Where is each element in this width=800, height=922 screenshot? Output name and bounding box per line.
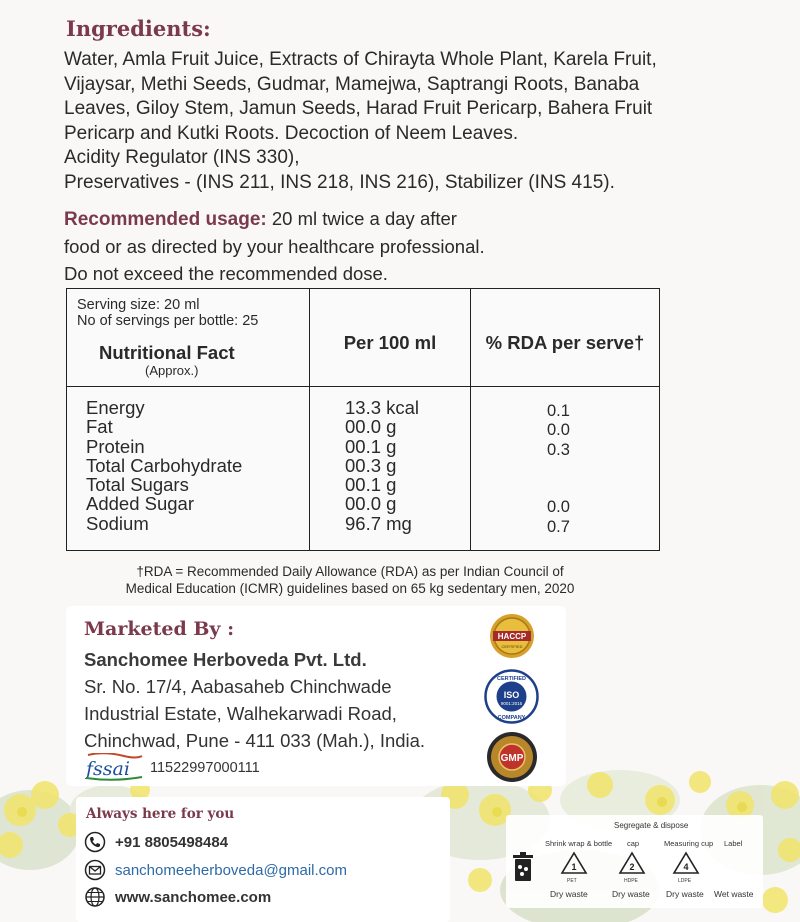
usage-label: Recommended usage: bbox=[64, 209, 267, 230]
nutrient-names bbox=[86, 398, 242, 533]
resin-code: LDPE bbox=[678, 878, 692, 884]
svg-text:CERTIFIED: CERTIFIED bbox=[501, 644, 523, 649]
serving-info bbox=[77, 297, 258, 329]
nutrient-rda-value: 0.7 bbox=[547, 517, 570, 536]
resin-code: PET bbox=[567, 878, 577, 884]
phone-row[interactable] bbox=[84, 831, 228, 853]
address-line: Industrial Estate, Walhekarwadi Road, bbox=[84, 703, 397, 724]
phone-icon bbox=[84, 831, 106, 853]
ingredients-line: Preservatives - (INS 211, INS 218, INS 216), Stabilizer (INS 415). bbox=[64, 171, 615, 193]
website-row[interactable] bbox=[84, 886, 271, 908]
nutrient-name: Total Sugars bbox=[86, 474, 189, 496]
nutrient-rda-value: 0.3 bbox=[547, 440, 570, 459]
svg-text:9001:2015: 9001:2015 bbox=[500, 701, 523, 706]
nutrition-table bbox=[66, 288, 660, 551]
waste-type: Dry waste bbox=[666, 889, 704, 899]
gmp-badge bbox=[486, 731, 538, 783]
address-line: Chinchwad, Pune - 411 033 (Mah.), India. bbox=[84, 730, 426, 751]
nutrient-rda-value: 0.0 bbox=[547, 421, 570, 440]
recycle-ldpe-icon bbox=[672, 851, 700, 877]
resin-code: HDPE bbox=[624, 878, 638, 884]
nutrient-rda-value: 0.1 bbox=[547, 402, 570, 420]
email-link[interactable]: sanchomeeherboveda@gmail.com bbox=[115, 861, 348, 879]
ingredients-heading: Ingredients: bbox=[66, 16, 211, 41]
fssai-logo bbox=[84, 753, 146, 781]
nutrient-rda-value bbox=[547, 479, 570, 498]
trash-bin-icon bbox=[512, 851, 534, 883]
disposal-guide bbox=[506, 815, 763, 908]
nutrient-value: 00.1 g bbox=[345, 435, 397, 457]
nutrient-value: 13.3 kcal bbox=[345, 397, 420, 418]
ingredients-line: Pericarp and Kutki Roots. Decoction of Neem Leaves. bbox=[64, 122, 519, 144]
fssai-license-number: 11522997000111 bbox=[150, 760, 260, 776]
phone-number[interactable]: +91 8805498484 bbox=[115, 833, 229, 851]
table-divider bbox=[67, 386, 659, 387]
nutrient-name: Fat bbox=[86, 416, 113, 438]
column-header-per100: Per 100 ml bbox=[343, 332, 437, 353]
disposal-title: Segregate & dispose bbox=[614, 821, 689, 830]
recommended-usage bbox=[64, 205, 584, 287]
globe-icon bbox=[84, 886, 106, 908]
ingredients-list bbox=[64, 48, 784, 195]
disposal-item-label: cap bbox=[627, 839, 640, 848]
nutrient-name: Total Carbohydrate bbox=[86, 454, 243, 476]
nutrient-value: 00.1 g bbox=[345, 474, 397, 496]
nutrient-name: Added Sugar bbox=[86, 493, 195, 515]
nutrient-value: 96.7 mg bbox=[345, 512, 412, 534]
usage-warning: Do not exceed the recommended dose. bbox=[64, 263, 388, 284]
table-divider bbox=[470, 289, 471, 550]
company-name: Sanchomee Herboveda Pvt. Ltd. bbox=[84, 649, 367, 670]
footnote-line: Medical Education (ICMR) guidelines based on 65 kg sedentary men, 2020 bbox=[125, 581, 575, 596]
company-address bbox=[84, 673, 425, 754]
nutrient-values bbox=[345, 398, 419, 533]
usage-text: food or as directed by your healthcare professional. bbox=[64, 236, 485, 257]
nutrient-name: Sodium bbox=[86, 512, 149, 534]
nutrient-rda-value: 0.0 bbox=[547, 498, 570, 517]
marketed-by-heading: Marketed By : bbox=[84, 618, 235, 640]
svg-text:2: 2 bbox=[629, 862, 635, 872]
address-line: Sr. No. 17/4, Aabasaheb Chinchwade bbox=[84, 676, 392, 697]
nutrient-name: Protein bbox=[86, 435, 145, 457]
svg-text:COMPANY: COMPANY bbox=[497, 715, 526, 721]
nutrient-name: Energy bbox=[86, 397, 145, 418]
disposal-item-label: Shrink wrap & bottle bbox=[545, 839, 613, 848]
recycle-pet-icon bbox=[560, 851, 588, 877]
ingredients-line: Vijaysar, Methi Seeds, Gudmar, Mamejwa, Saptrangi Roots, Banaba bbox=[64, 73, 640, 95]
serving-size: Serving size: 20 ml bbox=[77, 297, 200, 313]
iso-badge bbox=[484, 669, 539, 724]
nutrient-value: 00.0 g bbox=[345, 416, 397, 438]
servings-per-bottle: No of servings per bottle: 25 bbox=[77, 313, 259, 329]
svg-text:HACCP: HACCP bbox=[497, 632, 527, 641]
usage-text: 20 ml twice a day after bbox=[266, 208, 457, 229]
nutrient-rda-value bbox=[547, 460, 570, 479]
waste-type: Dry waste bbox=[612, 889, 650, 899]
svg-text:CERTIFIED: CERTIFIED bbox=[496, 676, 527, 682]
waste-type: Dry waste bbox=[550, 889, 588, 899]
disposal-item-label: Label bbox=[724, 839, 743, 848]
ingredients-line: Acidity Regulator (INS 330), bbox=[64, 147, 300, 168]
waste-type: Wet waste bbox=[714, 889, 754, 899]
svg-text:1: 1 bbox=[571, 862, 577, 872]
ingredients-line: Leaves, Giloy Stem, Jamun Seeds, Harad Fruit Pericarp, Bahera Fruit bbox=[64, 98, 653, 119]
table-divider bbox=[309, 289, 310, 550]
svg-text:GMP: GMP bbox=[500, 753, 524, 764]
column-header-rda: % RDA per serve† bbox=[485, 332, 645, 353]
email-row[interactable] bbox=[84, 859, 347, 881]
nutrient-value: 00.0 g bbox=[345, 493, 397, 515]
nutrient-value: 00.3 g bbox=[345, 454, 397, 476]
contact-heading: Always here for you bbox=[86, 806, 235, 822]
website-link[interactable]: www.sanchomee.com bbox=[115, 888, 272, 906]
svg-text:4: 4 bbox=[683, 862, 689, 872]
rda-footnote bbox=[70, 563, 630, 597]
footnote-line: †RDA = Recommended Daily Allowance (RDA) as per Indian Council of bbox=[136, 564, 564, 579]
ingredients-line: Water, Amla Fruit Juice, Extracts of Chirayta Whole Plant, Karela Fruit, bbox=[64, 49, 657, 70]
svg-text:ISO: ISO bbox=[503, 690, 520, 700]
disposal-item-label: Measuring cup bbox=[664, 839, 714, 848]
contact-panel bbox=[76, 797, 450, 922]
recycle-hdpe-icon bbox=[618, 851, 646, 877]
nutrition-approx-note: (Approx.) bbox=[145, 363, 199, 378]
haccp-badge bbox=[488, 612, 536, 660]
nutrient-rda bbox=[547, 402, 570, 537]
email-icon bbox=[84, 859, 106, 881]
svg-text:fssai: fssai bbox=[86, 758, 130, 780]
nutrition-title: Nutritional Fact bbox=[99, 342, 235, 363]
